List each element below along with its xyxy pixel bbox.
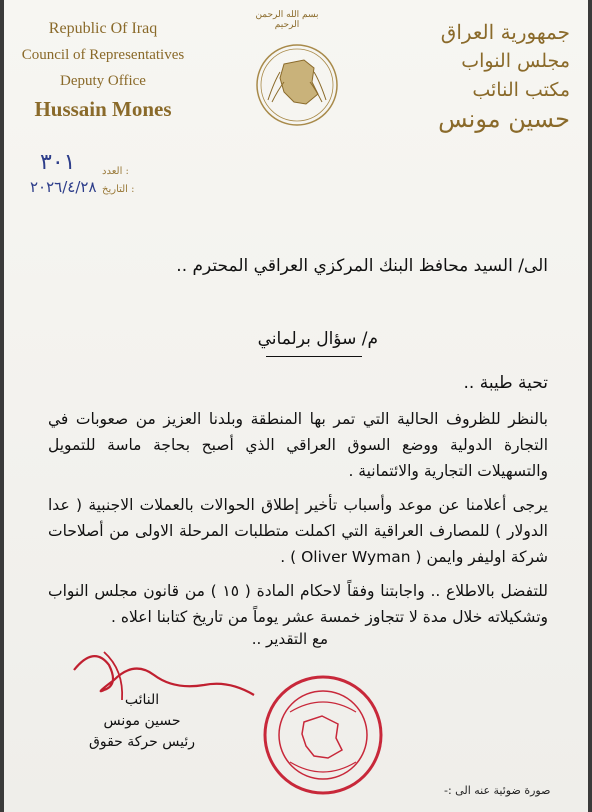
paragraph-2: يرجى أعلامنا عن موعد وأسباب تأخير إطلاق الحوالات بالعملات الاجنبية ( عدا الدولار ) للمصارف العراقية التي اكملت متطلبات المرحلة الاولى من أصلاحات شركة اوليفر وايمن ( Oliver Wyman ) . [48,496,548,566]
letterhead-council: Council of Representatives [21,47,185,63]
paragraph-1: بالنظر للظروف الحالية التي تمر بها المنطقة وبلدنا العزيز من صعوبات في التجارة الدولية ووضع السوق العراقي الذي أصبح بحاجة ماسة للتمويل والتسهيلات التجارية والائتمانية . [48,410,548,480]
subject-underline [266,356,362,357]
letterhead-ar-council: مجلس النواب [461,50,570,72]
letterhead-ar-office: مكتب النائب [472,79,570,101]
english-letterhead [18,16,188,122]
signature-block [82,690,202,753]
letterhead-office: Deputy Office [60,73,146,89]
reference-number-label: العدد : [102,166,129,177]
letterhead-ar-country: جمهورية العراق [440,20,570,44]
letterhead-ar-name: حسين مونس [438,105,570,133]
letterhead-deputy-name: Hussain Mones [34,97,172,121]
basmala: بسم الله الرحمن الرحيم [255,10,319,30]
arabic-letterhead [400,18,570,134]
greeting: تحية طيبة .. [463,373,548,393]
reference-number: ٣٠١ [40,150,76,175]
reference-date: ٢٠٢٦/٤/٢٨ [30,178,97,196]
official-stamp-icon [260,672,386,798]
iraq-emblem-icon [254,42,340,128]
paragraph-3: للتفضل بالاطلاع .. واجابتنا وفقاً لاحكام المادة ( ١٥ ) من قانون مجلس النواب وتشكيلاته خلال مدة لا تتجاوز خمسة عشر يوماً من تاريخ كتابنا اعلاه . [48,582,549,626]
letterhead-country: Republic Of Iraq [48,20,158,37]
subject-line: م/ سؤال برلماني [257,329,378,349]
closing: مع التقدير .. [251,630,328,648]
signatory-name: حسين مونس [103,713,181,729]
letter-page [4,0,588,812]
reference-date-label: التاريخ : [102,184,135,195]
cc-line: صورة ضوئية عنه الى :- [444,784,551,797]
signatory-title: النائب [124,692,160,708]
signatory-role: رئيس حركة حقوق [88,734,195,750]
recipient-line: الى/ السيد محافظ البنك المركزي العراقي المحترم .. [176,256,548,276]
